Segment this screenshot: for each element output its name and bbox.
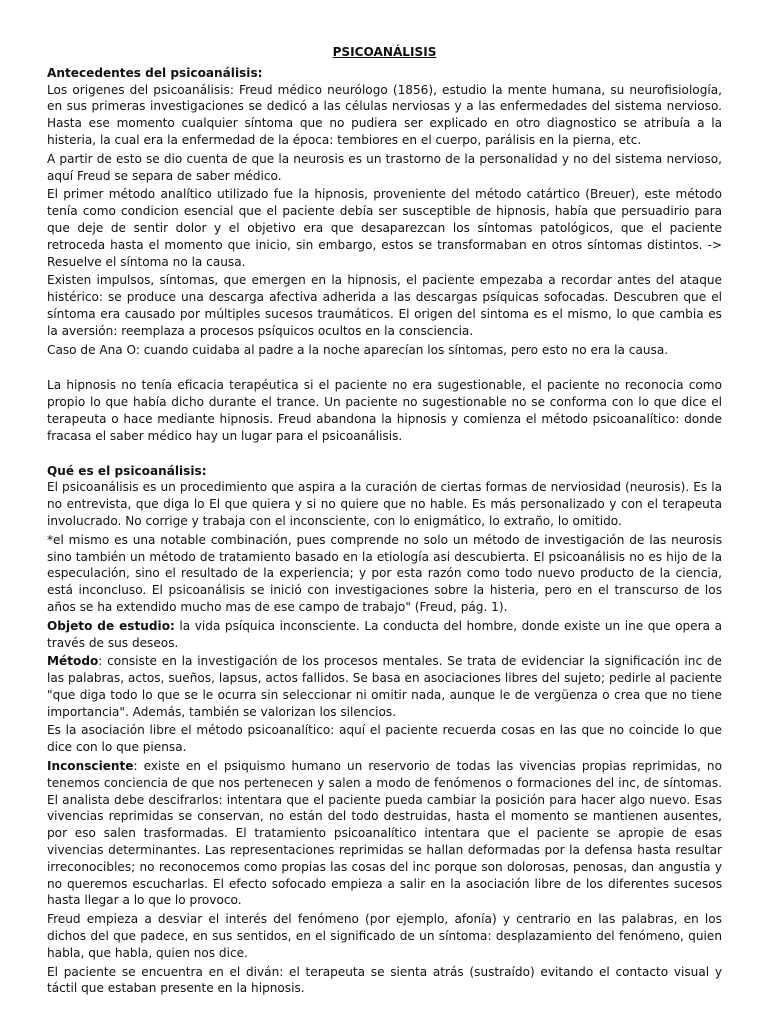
- document-title: PSICOANÁLISIS: [332, 45, 437, 59]
- paragraph: Es la asociación libre el método psicoanalítico: aquí el paciente recuerda cosas en las que no coincide lo que dice con lo que piensa.: [47, 723, 722, 755]
- term-text: : existe en el psiquismo humano un reservorio de todas las vivencias propias reprimidas, no tenemos conciencia de que nos pertenecen y salen a modo de fenómenos o formaciones del inc, de síntomas. El analista debe descifrarlos: intentara que el paciente pueda cambiar la posición para hacer algo nuevo. Esas vivencias reprimidas se conservan, no están del todo destruidas, hasta el momento se mantienen ausentes, por eso salen trasformadas. El tratamiento psicoanalítico intentara que el paciente se apropie de esas vivencias determinantes. Las representaciones reprimidas se hallan deformadas por la defensa hasta resultar irreconocibles; no reconocemos como propias las cosas del inc porque son dolorosas, penosas, dan angustia y no queremos escucharlas. El efecto sofocado empieza a salir en la asociación libre de los diferentes sucesos hasta llegar a lo que lo provoco.: [47, 759, 722, 908]
- paragraph: El primer método analítico utilizado fue la hipnosis, proveniente del método catártico (Breuer), este método tenía como condicion esencial que el paciente debía ser susceptible de hipnosis, había que persuadirio para que deje de sentir dolor y el objetivo era que desaparezcan los síntomas patológicos, que el paciente retroceda hasta el momento que inicio, sin embargo, estos se transformaban en otros síntomas distintos. -> Resuelve el síntoma no la causa.: [47, 187, 722, 269]
- paragraph: El paciente se encuentra en el diván: el terapeuta se sienta atrás (sustraído) evitando el contacto visual y táctil que estaban presente en la hipnosis.: [47, 964, 722, 996]
- spacer: [47, 447, 722, 463]
- paragraph: El psicoanálisis es un procedimiento que aspira a la curación de ciertas formas de nerviosidad (neurosis). Es la no entrevista, que diga lo El que quiera y si no quiere que no hable. Es más personalizado y con el terapeuta involucrado. No corrige y trabaja con el inconsciente, con lo enigmático, lo extraño, lo omitido.: [47, 480, 722, 528]
- section-heading-que-es: Qué es el psicoanálisis:: [47, 463, 207, 478]
- term-text: : consiste en la investigación de los procesos mentales. Se trata de evidenciar la significación inc de las palabras, actos, sueños, lapsus, actos fallidos. Se basa en asociaciones libres del sujeto; pedirle al paciente "que diga todo lo que se le ocurra sin seleccionar ni omitir nada, aunque le de vergüenza o crea que no tiene importancia". Además, también se valorizan los silencios.: [47, 654, 722, 719]
- section-heading-antecedentes: Antecedentes del psicoanálisis:: [47, 65, 263, 80]
- paragraph: Freud empieza a desviar el interés del fenómeno (por ejemplo, afonía) y centrario en las palabras, en los dichos del que padece, en sus sentidos, en el significado de un síntoma: desplazamiento del fenómeno, quien habla, que habla, quien nos dice.: [47, 912, 722, 960]
- paragraph: Los origenes del psicoanálisis: Freud médico neurólogo (1856), estudio la mente humana, su neurofisiología, en sus primeras investigaciones se dedicó a las células nerviosas y a las enfermedades del sistema nervioso. Hasta ese momento cualquier síntoma que no pudiera ser explicado en otro diagnostico se atribuía a la histeria, la cual era la enfermedad de la época: tembiores en el cuerpo, parálisis en la pierna, etc.: [47, 82, 722, 147]
- paragraph: La hipnosis no tenía eficacia terapéutica si el paciente no era sugestionable, el paciente no reconocia como propio lo que había dicho durante el trance. Un paciente no sugestionable no se conforma con lo que dice el terapeuta o hace mediante hipnosis. Freud abandona la hipnosis y comienza el método psicoanalítico: donde fracasa el saber médico hay un lugar para el psicoanálisis.: [47, 378, 722, 443]
- paragraph-metodo: [47, 653, 722, 720]
- paragraph-inconsciente: [47, 758, 722, 909]
- paragraph: Existen impulsos, síntomas, que emergen en la hipnosis, el paciente empezaba a recordar antes del ataque histérico: se produce una descarga afectiva adherida a las descargas psíquicas sofocadas. Descubren que el síntoma era causado por múltiples sucesos traumáticos. El origen del sintoma es el mismo, lo que cambia es la aversión: reemplaza a procesos psíquicos ocultos en la consciencia.: [47, 273, 722, 338]
- term-label: Método: [47, 654, 99, 669]
- spacer: [47, 360, 722, 377]
- term-text: la vida psíquica inconsciente. La conducta del hombre, donde existe un ine que opera a través de sus deseos.: [47, 618, 722, 650]
- paragraph: Caso de Ana O: cuando cuidaba al padre a la noche aparecían los síntomas, pero esto no era la causa.: [47, 342, 669, 357]
- term-label: Objeto de estudio:: [47, 618, 175, 633]
- term-label: Inconsciente: [47, 759, 134, 774]
- paragraph-objeto: [47, 618, 722, 652]
- paragraph: A partir de esto se dio cuenta de que la neurosis es un trastorno de la personalidad y no del sistema nervioso, aquí Freud se separa de saber médico.: [47, 151, 722, 183]
- paragraph: *el mismo es una notable combinación, pues comprende no solo un método de investigación de las neurosis sino también un método de tratamiento basado en la etiología asi descubierta. El psicoanálisis no es hijo de la especulación, sino el resultado de la experiencia; y por esta razón como todo nuevo producto de la ciencia, está inconcluso. El psicoanálisis se inició con investigaciones sobre la histeria, pero en el transcurso de los años se ha extendido mucho mas de ese campo de trabajo" (Freud, pág. 1).: [47, 532, 722, 614]
